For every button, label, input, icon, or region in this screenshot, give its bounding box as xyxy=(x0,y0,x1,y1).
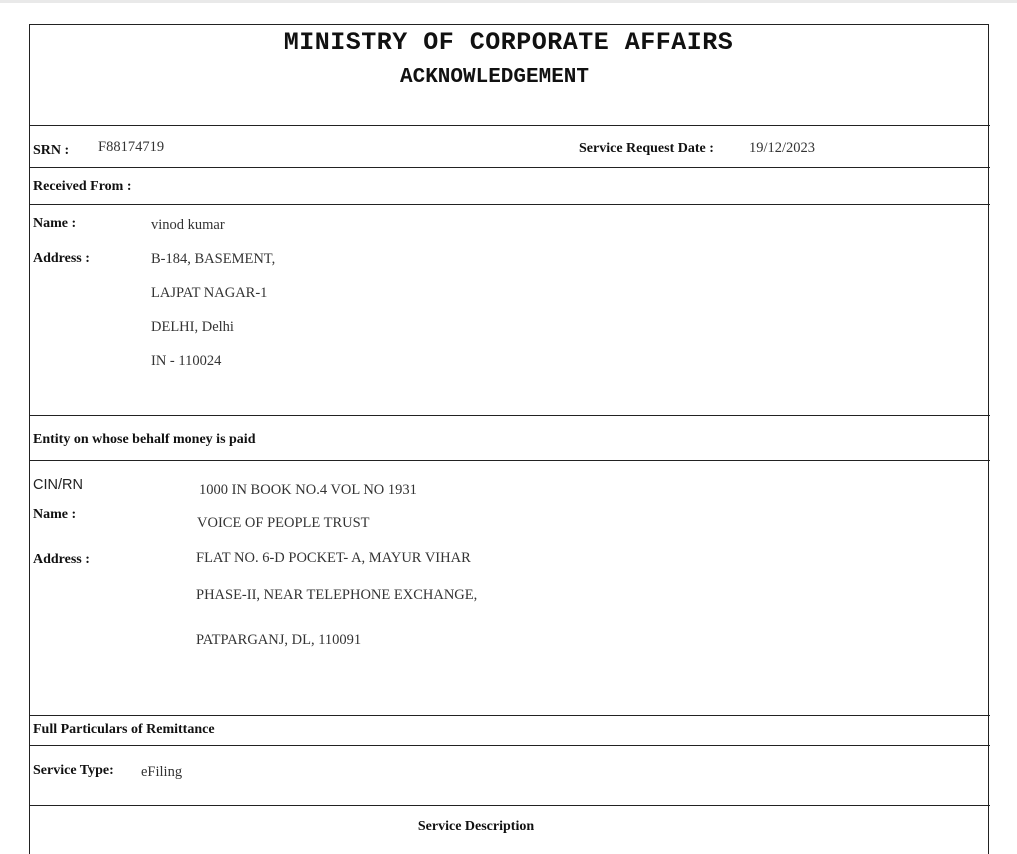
entity-name-value: VOICE OF PEOPLE TRUST xyxy=(197,515,370,531)
divider xyxy=(29,805,990,806)
divider xyxy=(29,167,990,168)
service-request-date-value: 19/12/2023 xyxy=(749,140,816,156)
acknowledgement-title: ACKNOWLEDGEMENT xyxy=(399,66,590,89)
received-address-line: B-184, BASEMENT, xyxy=(151,251,276,267)
divider xyxy=(29,745,990,746)
received-address-line: LAJPAT NAGAR-1 xyxy=(151,285,268,301)
received-address-line: DELHI, Delhi xyxy=(151,319,234,335)
received-name-value: vinod kumar xyxy=(151,217,225,233)
cin-value: 1000 IN BOOK NO.4 VOL NO 1931 xyxy=(199,482,417,498)
divider xyxy=(29,460,990,461)
divider xyxy=(29,715,990,716)
divider xyxy=(29,204,990,205)
received-address-label: Address : xyxy=(33,251,90,266)
received-name-label: Name : xyxy=(33,216,77,231)
top-border-strip xyxy=(0,0,1017,3)
entity-address-line: FLAT NO. 6-D POCKET- A, MAYUR VIHAR xyxy=(196,550,471,566)
divider xyxy=(29,415,990,416)
entity-address-line: PHASE-II, NEAR TELEPHONE EXCHANGE, xyxy=(196,587,478,603)
service-request-date-label: Service Request Date : xyxy=(579,141,714,156)
cin-label: CIN/RN xyxy=(33,477,83,493)
srn-label: SRN : xyxy=(33,143,70,158)
entity-address-label: Address : xyxy=(33,552,90,567)
service-description-heading: Service Description xyxy=(417,819,535,834)
divider xyxy=(29,125,990,126)
service-type-value: eFiling xyxy=(141,764,183,780)
entity-name-label: Name : xyxy=(33,507,77,522)
remittance-heading: Full Particulars of Remittance xyxy=(33,722,215,737)
entity-address-line: PATPARGANJ, DL, 110091 xyxy=(196,632,362,648)
srn-value: F88174719 xyxy=(98,139,165,155)
received-from-heading: Received From : xyxy=(33,179,132,194)
entity-heading: Entity on whose behalf money is paid xyxy=(33,432,256,447)
ministry-title: MINISTRY OF CORPORATE AFFAIRS xyxy=(283,28,734,57)
service-type-label: Service Type: xyxy=(33,763,114,778)
received-address-line: IN - 110024 xyxy=(151,353,222,369)
